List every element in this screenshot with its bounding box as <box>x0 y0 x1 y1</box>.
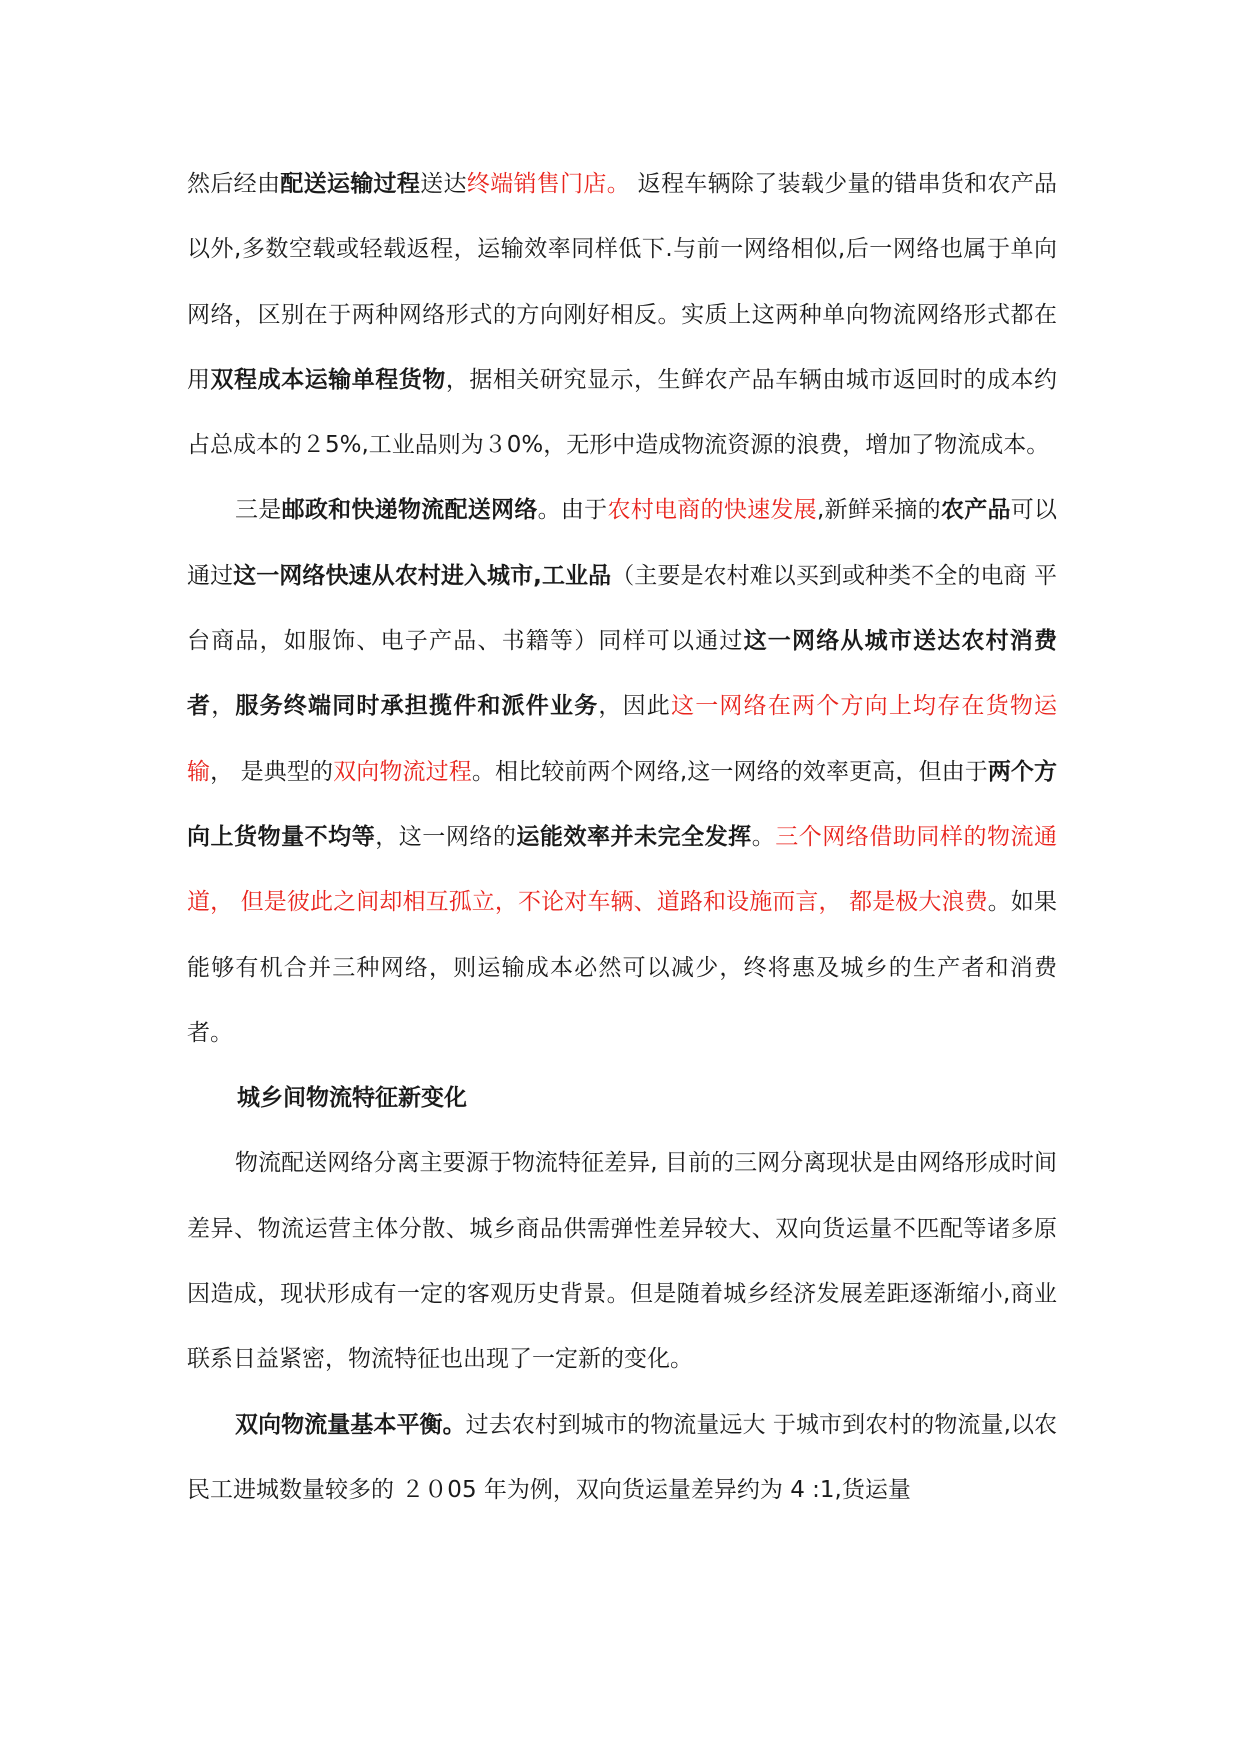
p2-run-0: 三是 <box>235 497 282 524</box>
document-body <box>187 152 1057 1523</box>
p2-run-7: 这一网络快速从农村进入城市,工业品 <box>233 562 612 589</box>
p2-run-5: 农产品 <box>940 497 1011 524</box>
p1-run-2: 送达 <box>420 171 467 197</box>
p2-run-2: 。由于 <box>537 497 608 524</box>
p1-run-4: 返程车辆除了装载少量的错串货和农产品以外,多数空载或轻载返程，运输效率同样低下.与前一网络相似,后一网络也属于单向网络，区别在于两种网络形式的方向刚好相反。实质上这两种单向物流网络形式都在用 <box>187 171 1058 393</box>
paragraph-1 <box>187 152 1057 478</box>
p4-run-0: 双向物流量基本平衡。 <box>235 1411 466 1438</box>
p2-run-8: （主要是农村难以买到或种类不全的电商 平台商品，如服饰、电子产品、书籍等）同样可以通过 <box>187 562 1057 655</box>
section-heading: 城乡间物流特征新变化 <box>237 1085 467 1112</box>
p2-run-12: ，因此 <box>598 693 672 720</box>
p2-run-14: ， 是典型的 <box>210 758 334 785</box>
p2-run-18: ，这一网络的 <box>375 823 517 850</box>
p2-run-22: 。如果能够有机合并三种网络，则运输成本必然可以减少，终将惠及城乡的生产者和消费者。 <box>187 889 1058 1046</box>
p2-run-20: 。 <box>751 823 776 850</box>
p2-run-10: ， <box>211 693 236 720</box>
p1-run-6: ，据相关研究显示，生鲜农产品车辆由城市返回时的成本约占总成本的２5%,工业品则为３0%，无形中造成物流资源的浪费，增加了物流成本。 <box>187 366 1058 459</box>
p1-run-1: 配送运输过程 <box>280 171 421 197</box>
p2-run-11: 服务终端同时承担揽件和派件业务 <box>235 693 599 720</box>
p2-run-3: 农村电商的快速发展 <box>607 497 817 524</box>
p1-run-3: 终端销售门店。 <box>466 171 631 197</box>
p3-run-0: 物流配送网络分离主要源于物流特征差异, 目前的三网分离现状是由网络形成时间差异、物流运营主体分散、城乡商品供需弹性差异较大、双向货运量不匹配等诸多原因造成，现状形成有一定的客观历史背景。但是随着城乡经济发展差距逐渐缩小,商业联系日益紧密，物流特征也出现了一定新的变化。 <box>187 1150 1057 1373</box>
p2-run-1: 邮政和快递物流配送网络 <box>281 497 538 524</box>
p2-run-4: ,新鲜采摘的 <box>816 497 941 524</box>
p1-run-5: 双程成本运输单程货物 <box>210 366 446 393</box>
p2-run-17: 两个方向上货物量不均等 <box>187 758 1058 850</box>
paragraph-4 <box>187 1393 1057 1524</box>
p2-run-6: 可以通过 <box>187 497 1058 589</box>
p2-run-16: 。相比较前两个网络,这一网络的效率更高，但由于 <box>471 758 988 785</box>
p2-run-21: 三个网络借助同样的物流通道， 但是彼此之间却相互孤立，不论对车辆、道路和设施而言， 都是极大浪费 <box>187 823 1058 916</box>
p4-run-1: 过去农村到城市的物流量远大 于城市到农村的物流量,以农民工进城数量较多的 ２０05 年为例，双向货运量差异约为 4 :1,货运量 <box>187 1411 1058 1503</box>
paragraph-3 <box>187 1131 1057 1392</box>
p2-run-13: 这一网络在两个方向上均存在货物运输 <box>187 693 1058 785</box>
p2-run-15: 双向物流过程 <box>333 758 472 785</box>
paragraph-2 <box>187 478 1057 1066</box>
p2-run-9: 这一网络从城市送达农村消费者 <box>187 628 1058 720</box>
p2-run-19: 运能效率并未完全发挥 <box>516 823 752 850</box>
p1-run-0: 然后经由 <box>187 171 281 197</box>
